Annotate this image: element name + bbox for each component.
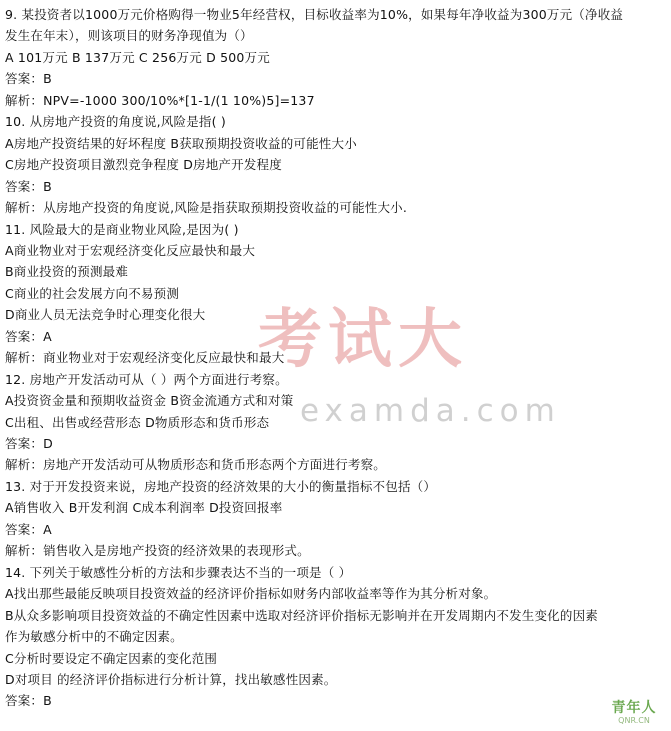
text-line: B商业投资的预测最难 [5,264,129,280]
text-line: 答案：A [5,328,52,344]
text-line: 9. 某投资者以1000万元价格购得一物业5年经营权，目标收益率为10%，如果每年净收益为300万元（净收益 [5,7,624,22]
watermark-logo-url: examda.com [300,393,561,429]
text-line: A找出那些最能反映项目投资效益的经济评价指标如财务内部收益率等作为其分析对象。 [5,586,497,602]
text-line: 11. 风险最大的是商业物业风险,是因为( ) [5,221,239,237]
text-line: 发生在年末），则该项目的财务净现值为（） [5,28,253,44]
text-line: 10. 从房地产投资的角度说,风险是指( ) [5,114,226,130]
text-line: D对项目 的经济评价指标进行分析计算，找出敏感性因素。 [5,671,337,687]
text-line: C分析时要设定不确定因素的变化范围 [5,650,218,666]
text-line: D商业人员无法竞争时心理变化很大 [5,307,206,323]
text-line: A 101万元 B 137万元 C 256万元 D 500万元 [5,49,270,65]
text-line: 14. 下列关于敏感性分析的方法和步骤表达不当的一项是（ ） [5,564,352,580]
text-line: A销售收入 B开发利润 C成本利润率 D投资回报率 [5,500,283,516]
text-line: A房地产投资结果的好坏程度 B获取预期投资收益的可能性大小 [5,135,357,151]
corner-logo-url: QNR.CN [618,716,650,725]
text-line: C出租、出售或经营形态 D物质形态和货币形态 [5,414,270,430]
corner-logo [603,701,665,725]
text-line: 13. 对于开发投资来说，房地产投资的经济效果的大小的衡量指标不包括（） [5,478,437,494]
text-line: 作为敏感分析中的不确定因素。 [5,629,183,645]
text-line: C房地产投资项目激烈竞争程度 D房地产开发程度 [5,157,282,173]
text-line: A投资资金量和预期收益资金 B资金流通方式和对策 [5,393,294,409]
text-line: 解析：房地产开发活动可从物质形态和货币形态两个方面进行考察。 [5,457,387,473]
text-line: B从众多影响项目投资效益的不确定性因素中选取对经济评价指标无影响并在开发周期内不发生变化的因素 [5,607,598,623]
text-line: 答案：B [5,693,52,709]
text-line: 解析：NPV=-1000 300/10%*[1-1/(1 10%)5]=137 [5,92,315,108]
text-line: 解析：销售收入是房地产投资的经济效果的表现形式。 [5,543,310,559]
text-line: 答案：B [5,71,52,87]
text-line: 答案：B [5,178,52,194]
text-line: 答案：A [5,521,52,537]
text-line: A商业物业对于宏观经济变化反应最快和最大 [5,242,256,258]
text-line: 12. 房地产开发活动可从（ ）两个方面进行考察。 [5,371,288,387]
text-line: C商业的社会发展方向不易预测 [5,285,180,301]
text-line: 解析：从房地产投资的角度说,风险是指获取预期投资收益的可能性大小. [5,200,408,216]
text-line: 解析：商业物业对于宏观经济变化反应最快和最大 [5,350,285,366]
text-line: 答案：D [5,436,53,451]
watermark-logo-cn: 考试大 [258,303,468,377]
corner-logo-cn: 青年人 [611,700,657,716]
